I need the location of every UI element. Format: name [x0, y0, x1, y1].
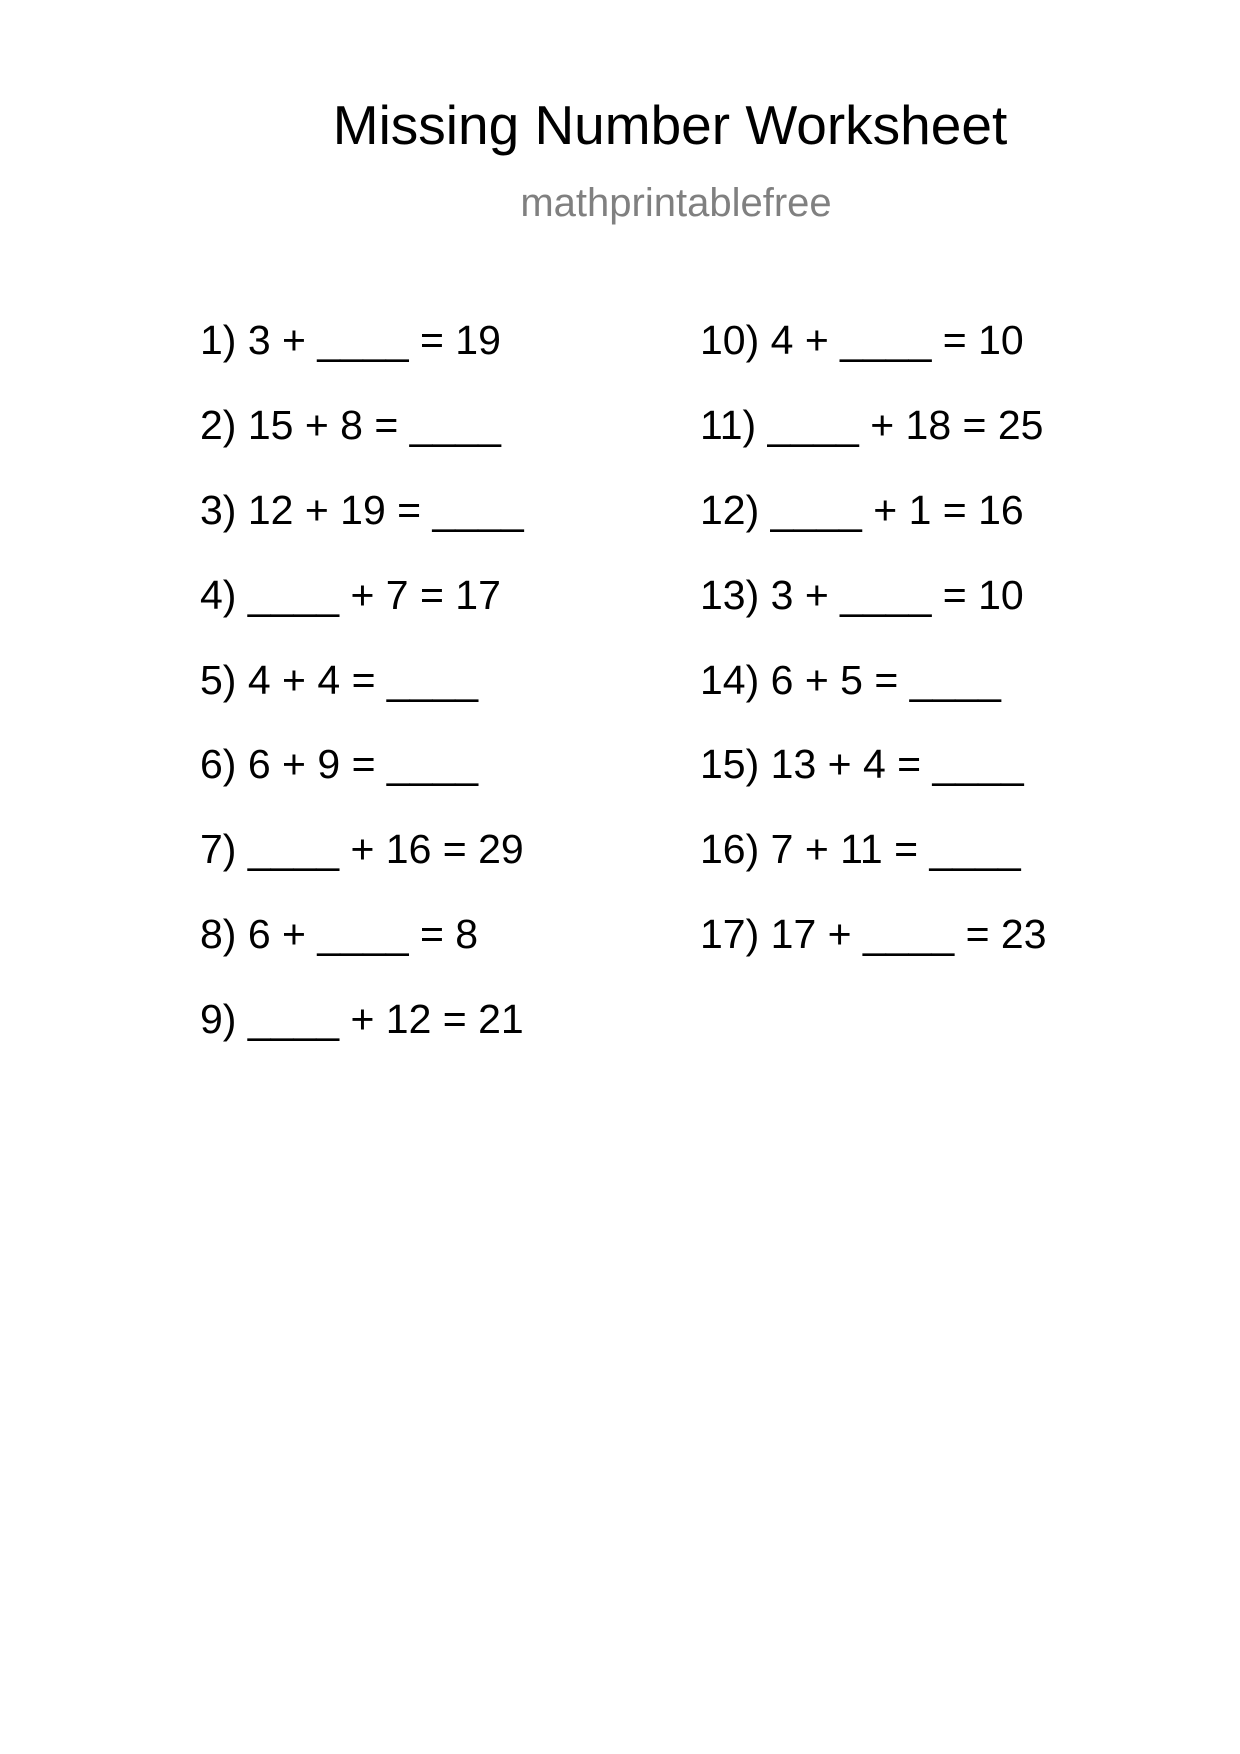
- problem-15: 15) 13 + 4 = ____: [700, 741, 1024, 787]
- problem-6: 6) 6 + 9 = ____: [200, 741, 479, 787]
- problem-1: 1) 3 + ____ = 19: [200, 317, 501, 363]
- problem-5: 5) 4 + 4 = ____: [200, 657, 479, 703]
- problem-11: 11) ____ + 18 = 25: [700, 402, 1044, 448]
- problem-12: 12) ____ + 1 = 16: [700, 487, 1024, 533]
- problem-7: 7) ____ + 16 = 29: [200, 826, 524, 872]
- problem-4: 4) ____ + 7 = 17: [200, 572, 501, 618]
- problem-8: 8) 6 + ____ = 8: [200, 911, 479, 957]
- worksheet-subtitle: mathprintablefree: [520, 181, 832, 225]
- worksheet-title: Missing Number Worksheet: [332, 94, 1008, 156]
- problem-9: 9) ____ + 12 = 21: [200, 996, 524, 1042]
- problem-3: 3) 12 + 19 = ____: [200, 487, 524, 533]
- problem-10: 10) 4 + ____ = 10: [700, 317, 1024, 363]
- problem-13: 13) 3 + ____ = 10: [700, 572, 1024, 618]
- problem-16: 16) 7 + 11 = ____: [700, 826, 1021, 872]
- problem-14: 14) 6 + 5 = ____: [700, 657, 1001, 703]
- problem-17: 17) 17 + ____ = 23: [700, 911, 1047, 957]
- problem-2: 2) 15 + 8 = ____: [200, 402, 501, 448]
